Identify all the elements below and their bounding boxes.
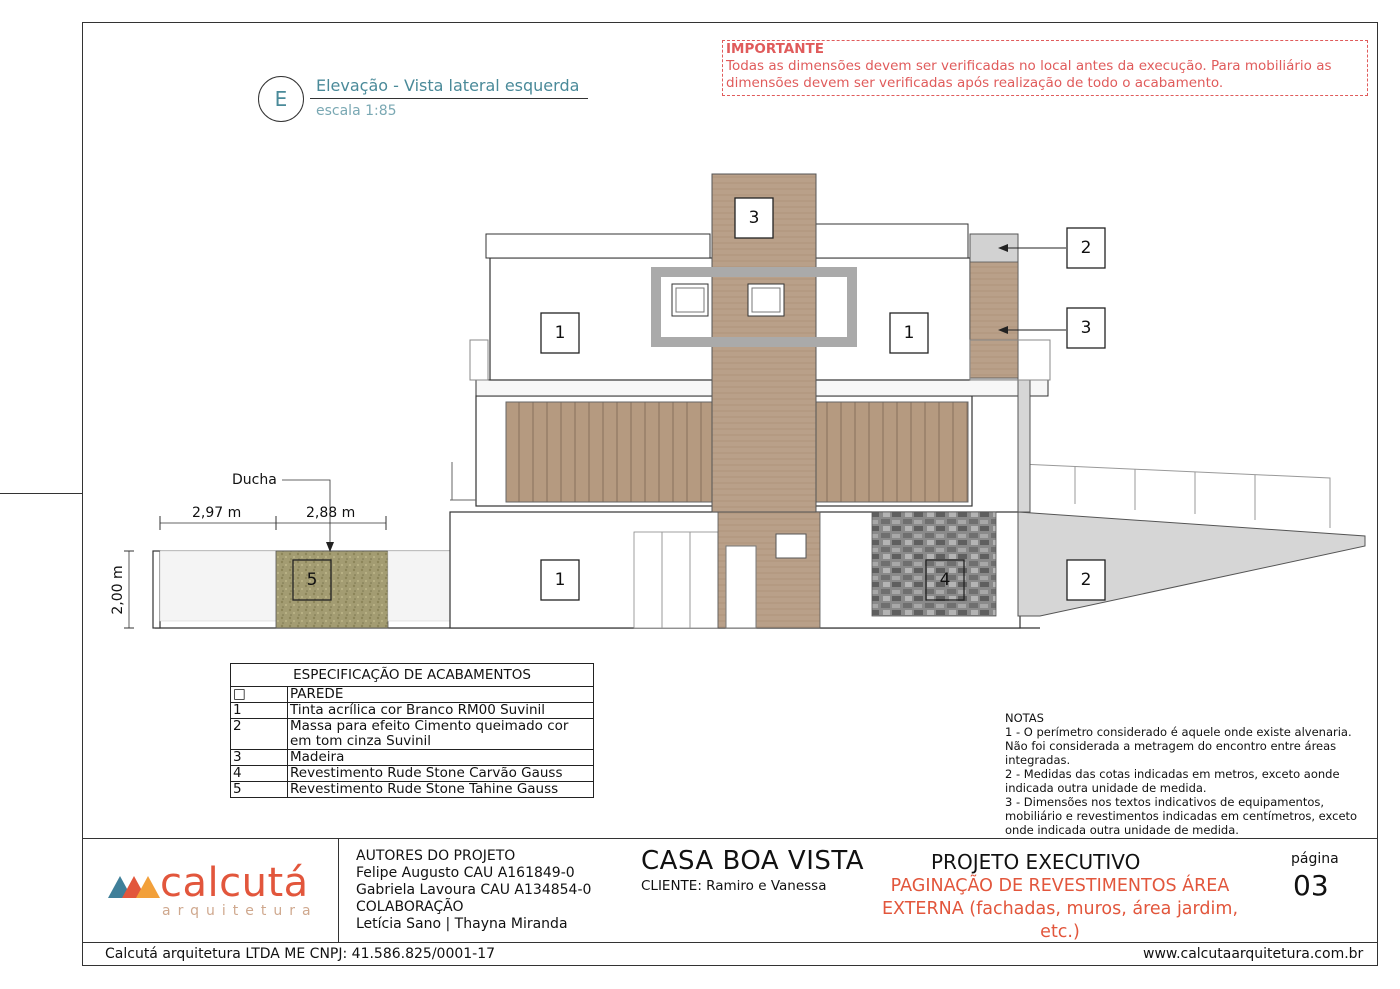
ducha-label: Ducha [232,472,277,488]
spec-row-desc: Massa para efeito Cimento queimado cor em tom cinza Suvinil [288,719,594,750]
author-name: Felipe Augusto CAU A161849-0 [356,865,575,881]
spec-row-code: 4 [231,766,288,782]
authors-block [356,848,591,933]
spec-row-desc: Tinta acrílica cor Branco RM00 Suvinil [288,703,594,719]
page-number: 03 [1293,869,1329,902]
tag-wall-stone: 5 [306,570,318,590]
side-wood [970,262,1018,378]
logo-mark-icon [108,872,160,900]
spec-row-desc: Madeira [288,750,594,766]
glass-door [634,532,718,628]
project-name: CASA BOA VISTA [641,846,865,876]
spec-row-code: 2 [231,719,288,750]
lower-door [726,546,756,628]
spec-row-code: 1 [231,703,288,719]
note-item: 3 - Dimensões nos textos indicativos de equipamentos, mobiliário e revestimentos indicadas em centímetros, exceto onde indicada outra unidade de medida. [1005,795,1358,837]
spec-header-desc: PAREDE [288,687,594,703]
notes-block [1005,711,1377,837]
dimension-height-label: 2,00 m [110,565,126,615]
note-item: 2 - Medidas das cotas indicadas em metros, exceto aonde indicada outra unidade de medida. [1005,767,1340,795]
website-link[interactable]: www.calcutaarquitetura.com.br [1143,946,1364,962]
important-heading: IMPORTANTE [726,41,824,57]
sheet-title: PAGINAÇÃO DE REVESTIMENTOS ÁREA EXTERNA (fachadas, muros, área jardim, etc.) [881,876,1239,942]
spec-row-desc: Revestimento Rude Stone Carvão Gauss [288,766,594,782]
tag-upper-left: 1 [554,323,566,343]
footer-separator [82,942,1378,943]
tag-stone-dark: 4 [939,570,951,590]
title-block-separator [338,838,339,942]
author-name: Gabriela Lavoura CAU A134854-0 [356,882,592,898]
spec-header-code: □ [231,687,288,703]
important-text: Todas as dimensões devem ser verificadas no local antes da execução. Para mobiliário as dimensões devem ser verificadas após realização de todo o acabamento. [726,58,1332,91]
company-info: Calcutá arquitetura LTDA ME CNPJ: 41.586.825/0001-17 [105,946,496,962]
spec-row-code: 3 [231,750,288,766]
tag-upper-right: 1 [903,323,915,343]
roof-parapet-right [816,224,968,258]
roof-parapet [486,234,710,258]
tag-ramp: 2 [1080,570,1092,590]
lower-window [776,534,806,558]
notes-title: NOTAS [1005,711,1044,725]
dimension-right-label: 2,88 m [306,505,356,521]
wall-plain [160,551,276,621]
collaborators: Letícia Sano | Thayna Miranda [356,916,568,932]
tag-lower-left: 1 [554,570,566,590]
tag-side-top: 2 [1080,238,1092,258]
dimension-left-label: 2,97 m [192,505,242,521]
elevation-marker: E [258,76,304,122]
finishes-spec-table [230,663,594,798]
client-name: CLIENTE: Ramiro e Vanessa [641,878,827,894]
spec-table-title: ESPECIFICAÇÃO DE ACABAMENTOS [231,664,594,687]
page-label: página [1291,851,1339,867]
project-phase: PROJETO EXECUTIVO [931,850,1141,874]
elevation-title: Elevação - Vista lateral esquerda [316,76,580,95]
wall-post [153,551,160,628]
spec-row-code: 5 [231,782,288,798]
logo-wordmark: calcutá [160,860,309,906]
tag-wood-top: 3 [748,208,760,228]
elevation-scale: escala 1:85 [316,103,397,119]
side-column [1018,380,1030,512]
note-item: 1 - O perímetro considerado é aquele onde existe alvenaria. Não foi considerada a metragem do encontro entre áreas integradas. [1005,725,1352,767]
collaboration-title: COLABORAÇÃO [356,899,464,915]
logo-subtitle: arquitetura [162,903,318,919]
wall-plain-right [388,551,450,621]
tag-side-wood: 3 [1080,318,1092,338]
authors-title: AUTORES DO PROJETO [356,848,516,864]
spec-row-desc: Revestimento Rude Stone Tahine Gauss [288,782,594,798]
